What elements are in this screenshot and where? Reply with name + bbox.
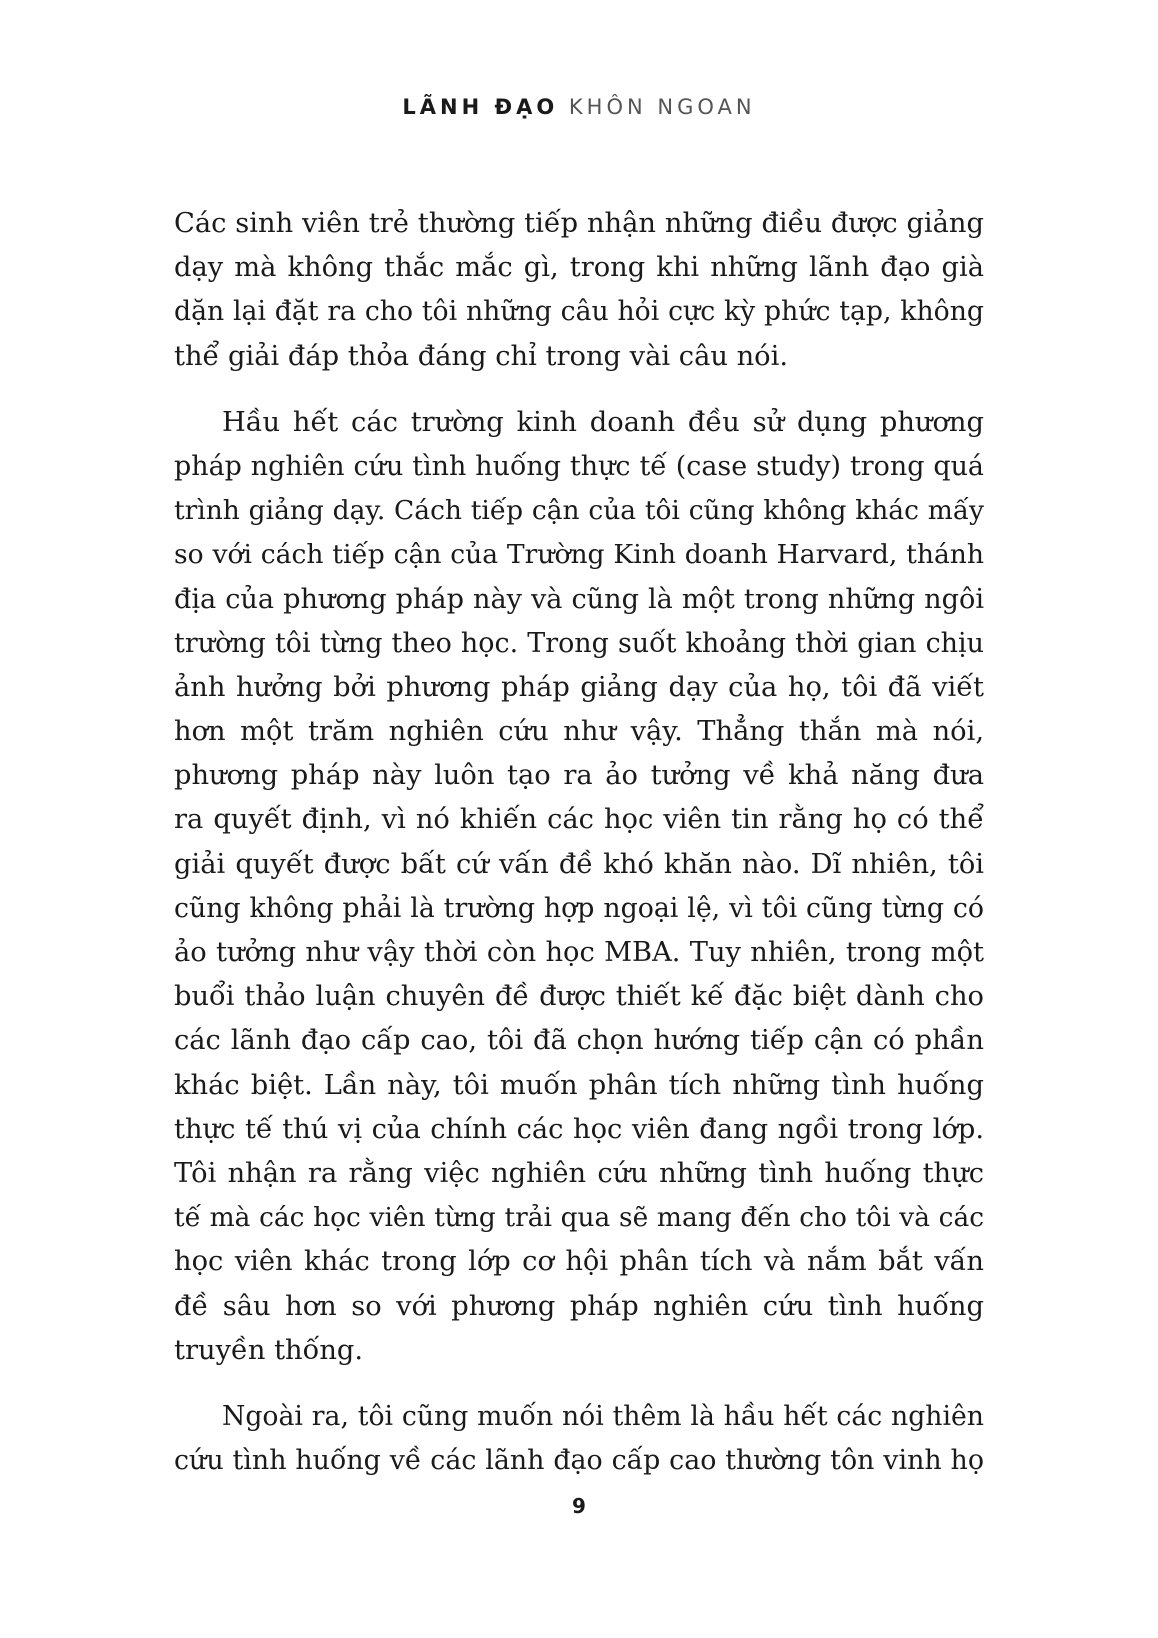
text-line: ảnh hưởng bởi phương pháp giảng dạy của họ, tôi đã viết xyxy=(174,671,984,703)
text-line: thực tế thú vị của chính các học viên đang ngồi trong lớp. xyxy=(174,1113,984,1145)
text-line: Ngoài ra, tôi cũng muốn nói thêm là hầu hết các nghiên xyxy=(222,1400,984,1432)
text-line: khác biệt. Lần này, tôi muốn phân tích những tình huống xyxy=(174,1069,984,1101)
text-line: so với cách tiếp cận của Trường Kinh doanh Harvard, thánh xyxy=(174,539,984,571)
text-line: hơn một trăm nghiên cứu như vậy. Thẳng thắn mà nói, xyxy=(174,716,984,748)
text-line: thể giải đáp thỏa đáng chỉ trong vài câu nói. xyxy=(174,340,789,372)
text-line: cũng không phải là trường hợp ngoại lệ, vì tôi cũng từng có xyxy=(174,892,984,924)
paragraph-3 xyxy=(174,1395,984,1483)
text-line: truyền thống. xyxy=(174,1334,364,1366)
text-line: đề sâu hơn so với phương pháp nghiên cứu tình huống xyxy=(174,1290,984,1322)
paragraph-1 xyxy=(174,202,984,379)
page-number: 9 xyxy=(572,1494,586,1518)
text-line: các lãnh đạo cấp cao, tôi đã chọn hướng tiếp cận có phần xyxy=(174,1025,984,1057)
text-line: Hầu hết các trường kinh doanh đều sử dụng phương xyxy=(222,406,984,438)
text-line: giải quyết được bất cứ vấn đề khó khăn nào. Dĩ nhiên, tôi xyxy=(174,848,984,880)
text-line: trình giảng dạy. Cách tiếp cận của tôi cũng không khác mấy xyxy=(174,495,984,527)
text-line: học viên khác trong lớp cơ hội phân tích và nắm bắt vấn xyxy=(174,1246,984,1278)
text-line: địa của phương pháp này và cũng là một trong những ngôi xyxy=(174,583,984,615)
text-line: tế mà các học viên từng trải qua sẽ mang đến cho tôi và các xyxy=(174,1202,984,1234)
text-line: ảo tưởng như vậy thời còn học MBA. Tuy nhiên, trong một xyxy=(174,937,984,968)
running-header-light: KHÔN NGOAN xyxy=(568,95,756,119)
body-text xyxy=(174,202,984,1483)
text-line: Tôi nhận ra rằng việc nghiên cứu những tình huống thực xyxy=(174,1157,984,1189)
text-line: Các sinh viên trẻ thường tiếp nhận những điều được giảng xyxy=(174,208,984,239)
text-line: ra quyết định, vì nó khiến các học viên tin rằng họ có thể xyxy=(174,804,984,836)
text-line: buổi thảo luận chuyên đề được thiết kế đặc biệt dành cho xyxy=(174,981,984,1013)
text-line: dặn lại đặt ra cho tôi những câu hỏi cực kỳ phức tạp, không xyxy=(174,296,984,328)
text-line: pháp nghiên cứu tình huống thực tế (case study) trong quá xyxy=(174,450,984,482)
text-line: phương pháp này luôn tạo ra ảo tưởng về khả năng đưa xyxy=(174,760,984,792)
text-line: trường tôi từng theo học. Trong suốt khoảng thời gian chịu xyxy=(174,627,984,659)
running-header-bold: LÃNH ĐẠO xyxy=(402,95,559,119)
text-line: dạy mà không thắc mắc gì, trong khi những lãnh đạo già xyxy=(174,252,984,284)
paragraph-2 xyxy=(174,401,984,1373)
running-header xyxy=(0,92,1158,122)
text-line: cứu tình huống về các lãnh đạo cấp cao thường tôn vinh họ xyxy=(174,1445,984,1477)
